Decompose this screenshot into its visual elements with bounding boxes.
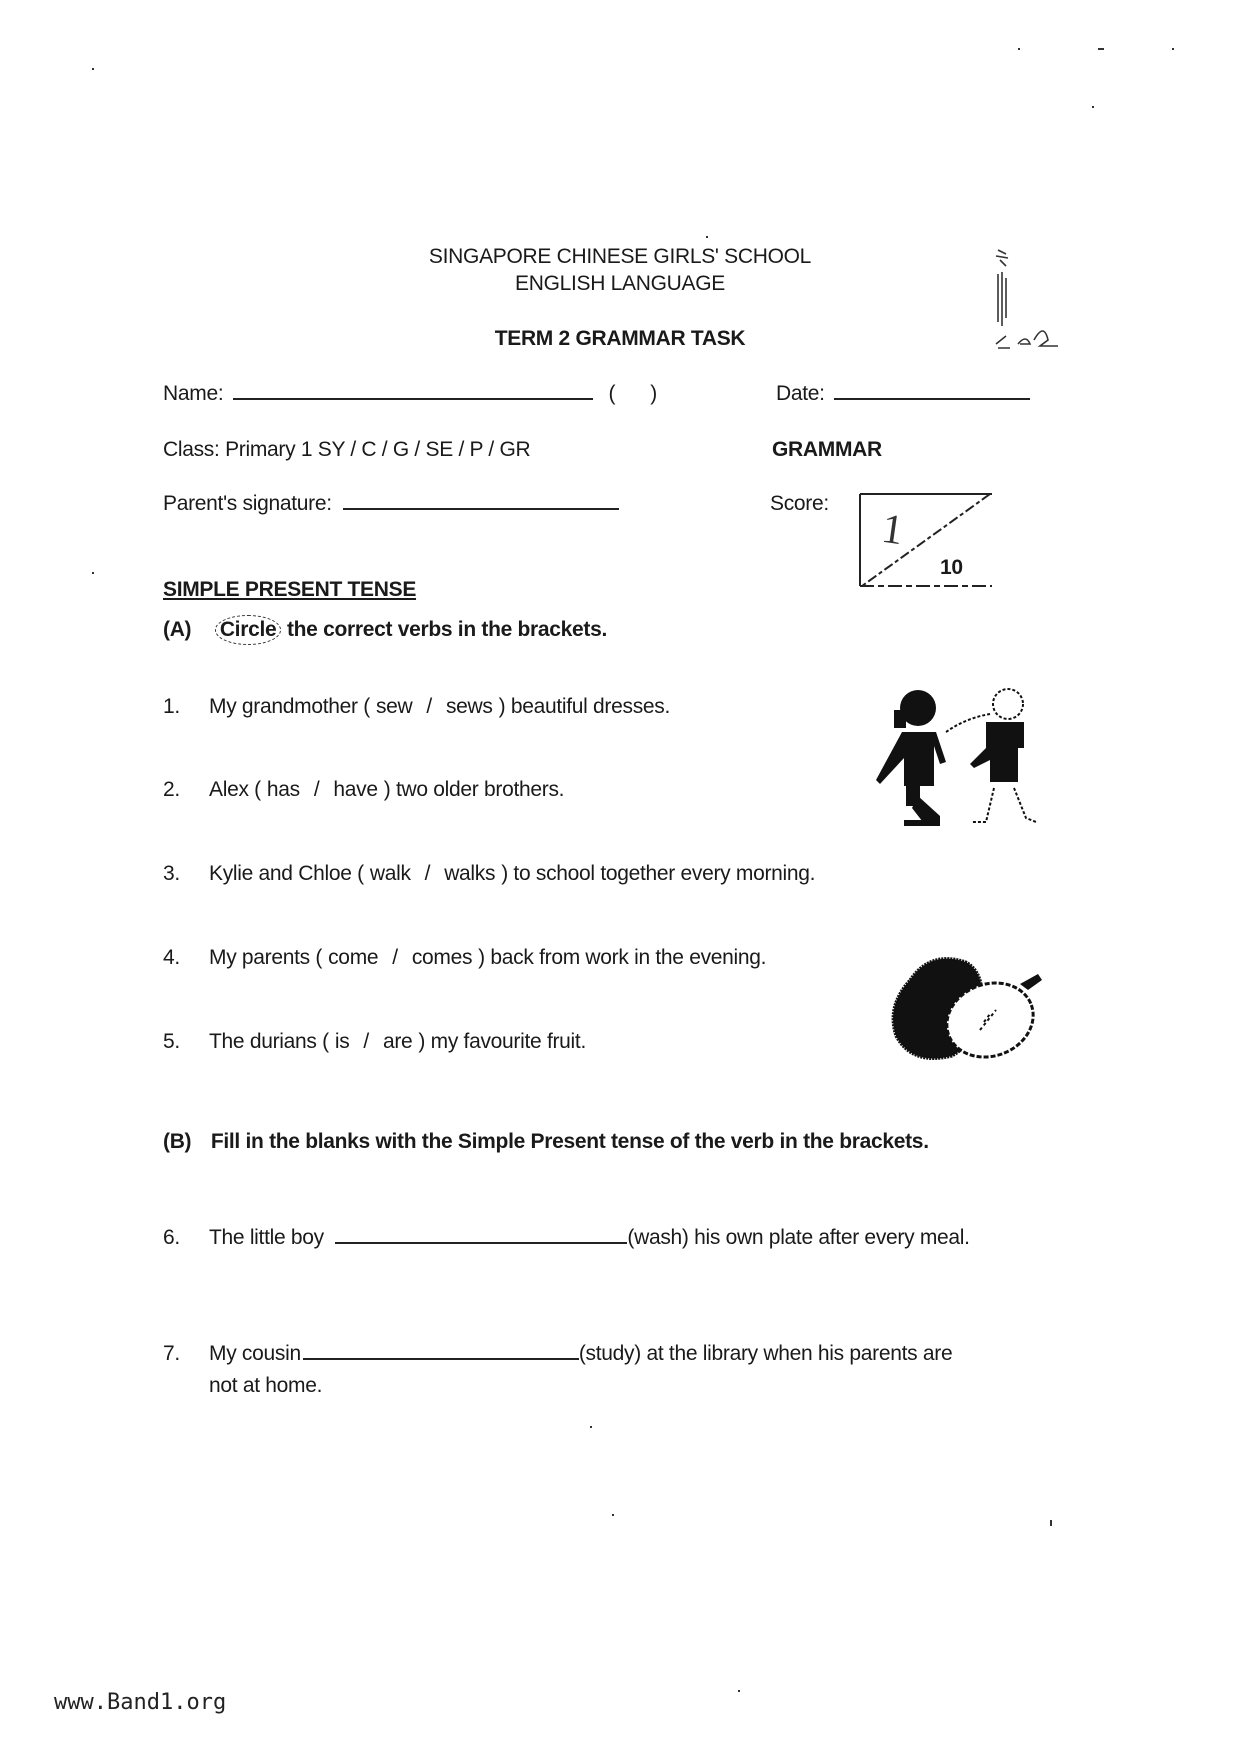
choice-option-1[interactable]: walk (369, 862, 411, 885)
question-text-before: My parents ( (209, 946, 323, 969)
question-number: 4. (163, 946, 180, 969)
question-text-before: My cousin (209, 1342, 301, 1365)
part-b-label: (B) (163, 1130, 192, 1153)
question-7 (163, 1342, 952, 1366)
watermark: www.Band1.org (54, 1690, 227, 1715)
question-6 (163, 1226, 970, 1250)
question-text-after: at the library when his parents are (646, 1342, 953, 1365)
scan-speck (92, 68, 94, 70)
choice-separator: / (426, 695, 432, 718)
date-label: Date: (776, 382, 825, 405)
choice-option-1[interactable]: is (334, 1030, 350, 1053)
parent-signature-line[interactable] (343, 508, 619, 510)
section-label: GRAMMAR (772, 438, 882, 461)
scan-speck (590, 1426, 592, 1428)
question-2 (163, 778, 564, 802)
durian-fruit-icon (880, 950, 1060, 1075)
question-number: 5. (163, 1030, 180, 1053)
score-value: 1 (878, 505, 907, 555)
part-b-instruction (163, 1130, 929, 1154)
score-box (858, 492, 992, 592)
handwritten-mark-icon (990, 244, 1060, 354)
question-5 (163, 1030, 586, 1054)
parent-signature-field (163, 492, 619, 516)
question-text-before: My grandmother ( (209, 695, 370, 718)
score-total: 10 (940, 556, 963, 579)
choice-option-1[interactable]: sew (375, 695, 413, 718)
class-field: Class: Primary 1 SY / C / G / SE / P / GR (163, 438, 531, 461)
verb-hint: (study) (578, 1342, 641, 1365)
circled-word: Circle (215, 615, 282, 645)
question-3 (163, 862, 815, 886)
score-box-frame (858, 492, 992, 592)
children-illustration (866, 684, 1056, 836)
scan-speck (1172, 48, 1174, 50)
choice-option-2[interactable]: are (382, 1030, 413, 1053)
name-label: Name: (163, 382, 224, 405)
scan-speck (706, 236, 708, 238)
question-number: 1. (163, 695, 180, 718)
question-1 (163, 695, 670, 719)
school-name: SINGAPORE CHINESE GIRLS' SCHOOL (428, 245, 812, 268)
part-b-instruction-text: Fill in the blanks with the Simple Present tense of the verb in the brackets. (210, 1130, 929, 1153)
scan-speck (738, 1690, 740, 1692)
question-number: 2. (163, 778, 180, 801)
register-number-close: ) (650, 382, 657, 405)
answer-blank[interactable] (303, 1358, 579, 1360)
subject-title: ENGLISH LANGUAGE (515, 272, 725, 295)
margin-annotation (990, 244, 1060, 354)
scan-speck (1050, 1520, 1052, 1526)
choice-option-2[interactable]: have (333, 778, 378, 801)
register-number-open: ( (608, 382, 616, 405)
section-title: SIMPLE PRESENT TENSE (163, 578, 417, 601)
choice-option-1[interactable]: come (328, 946, 379, 969)
question-text-after: ) beautiful dresses. (498, 695, 671, 718)
date-field (776, 382, 1030, 406)
choice-separator: / (424, 862, 431, 885)
question-text-before: Alex ( (209, 778, 261, 801)
scan-speck (1018, 48, 1020, 50)
date-input-line[interactable] (834, 398, 1030, 400)
question-number: 3. (163, 862, 180, 885)
choice-separator: / (363, 1030, 369, 1053)
question-text-after: ) two older brothers. (383, 778, 565, 801)
question-number: 6. (163, 1226, 180, 1249)
children-walking-icon (866, 684, 1056, 836)
part-a-label: (A) (163, 618, 192, 641)
name-field (163, 382, 657, 406)
score-label: Score: (770, 492, 829, 515)
question-text-before: The little boy (209, 1226, 324, 1249)
question-text-after: ) my favourite fruit. (418, 1030, 586, 1053)
question-text-before: The durians ( (209, 1030, 329, 1053)
answer-blank[interactable] (335, 1242, 627, 1244)
question-text-after: ) back from work in the evening. (478, 946, 767, 969)
choice-separator: / (392, 946, 398, 969)
question-4 (163, 946, 766, 970)
question-number: 7. (163, 1342, 180, 1365)
name-input-line[interactable] (233, 398, 593, 400)
durian-illustration (880, 950, 1060, 1075)
scan-speck (1092, 106, 1094, 108)
question-text-after: ) to school together every morning. (501, 862, 816, 885)
choice-option-2[interactable]: sews (445, 695, 493, 718)
scan-speck (92, 572, 94, 574)
part-a-instruction (163, 615, 607, 645)
scan-speck (612, 1514, 614, 1516)
task-title: TERM 2 GRAMMAR TASK (494, 327, 746, 350)
parent-signature-label: Parent's signature: (163, 492, 332, 515)
question-7-continuation: not at home. (209, 1374, 323, 1397)
choice-option-1[interactable]: has (266, 778, 300, 801)
question-text-after: his own plate after every meal. (694, 1226, 970, 1249)
choice-option-2[interactable]: walks (444, 862, 496, 885)
scan-speck (1098, 48, 1104, 50)
choice-separator: / (313, 778, 320, 801)
choice-option-2[interactable]: comes (411, 946, 473, 969)
verb-hint: (wash) (627, 1226, 689, 1249)
question-text-before: Kylie and Chloe ( (209, 862, 364, 885)
part-a-instruction-text: the correct verbs in the brackets. (286, 618, 608, 641)
